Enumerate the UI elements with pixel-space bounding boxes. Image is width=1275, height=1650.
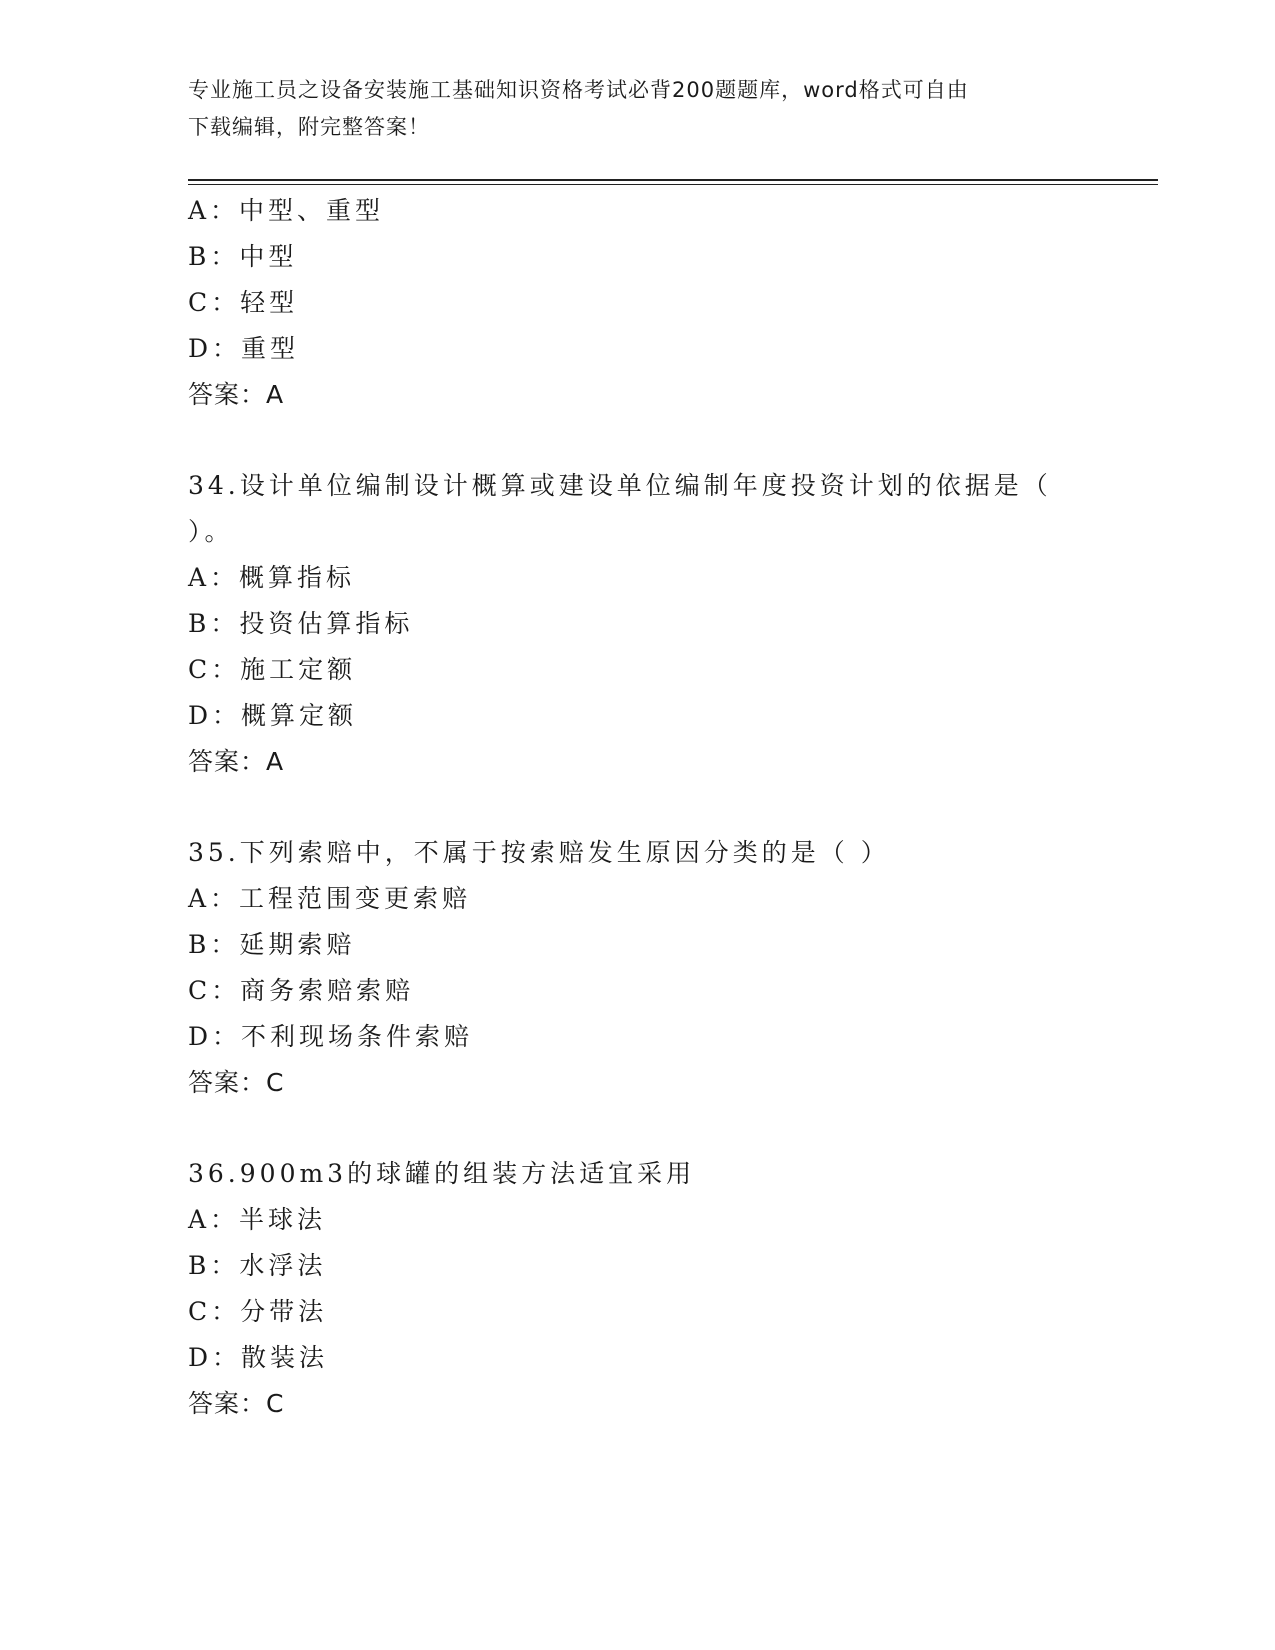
option-d: D：不利现场条件索赔 (188, 1022, 474, 1051)
option-b: B：投资估算指标 (188, 609, 414, 638)
answer: 答案：C (188, 1068, 285, 1097)
header-line-2: 下载编辑，附完整答案！ (188, 115, 430, 139)
answer: 答案：A (188, 380, 285, 409)
option-d: D：重型 (188, 334, 300, 363)
question-35 (188, 830, 1088, 1106)
answer: 答案：A (188, 747, 285, 776)
option-a: A：概算指标 (188, 563, 356, 592)
question-text: 35.下列索赔中，不属于按索赔发生原因分类的是（ ） (188, 838, 890, 867)
option-c: C：轻型 (188, 288, 299, 317)
option-a: A：半球法 (188, 1205, 327, 1234)
option-b: B：中型 (188, 242, 298, 271)
document-header (188, 72, 1068, 146)
option-c: C：商务索赔索赔 (188, 976, 415, 1005)
option-a: A：中型、重型 (188, 196, 385, 225)
header-rule-thick (188, 179, 1158, 181)
question-list (188, 188, 1088, 1427)
option-b: B：水浮法 (188, 1251, 327, 1280)
question-text-line-1: 34.设计单位编制设计概算或建设单位编制年度投资计划的依据是（ (188, 471, 1052, 500)
answer: 答案：C (188, 1389, 285, 1418)
header-rule-thin (188, 184, 1158, 185)
question-text-line-2: ）。 (188, 517, 234, 546)
question-34 (188, 463, 1088, 785)
option-c: C：施工定额 (188, 655, 357, 684)
option-c: C：分带法 (188, 1297, 328, 1326)
option-d: D：散装法 (188, 1343, 329, 1372)
option-b: B：延期索赔 (188, 930, 356, 959)
question-text: 36.900m3的球罐的组装方法适宜采用 (188, 1159, 696, 1188)
option-d: D：概算定额 (188, 701, 358, 730)
header-line-1: 专业施工员之设备安装施工基础知识资格考试必背200题题库，word格式可自由 (188, 78, 969, 102)
option-a: A：工程范围变更索赔 (188, 884, 472, 913)
question-33 (188, 188, 1088, 418)
question-36 (188, 1151, 1088, 1427)
